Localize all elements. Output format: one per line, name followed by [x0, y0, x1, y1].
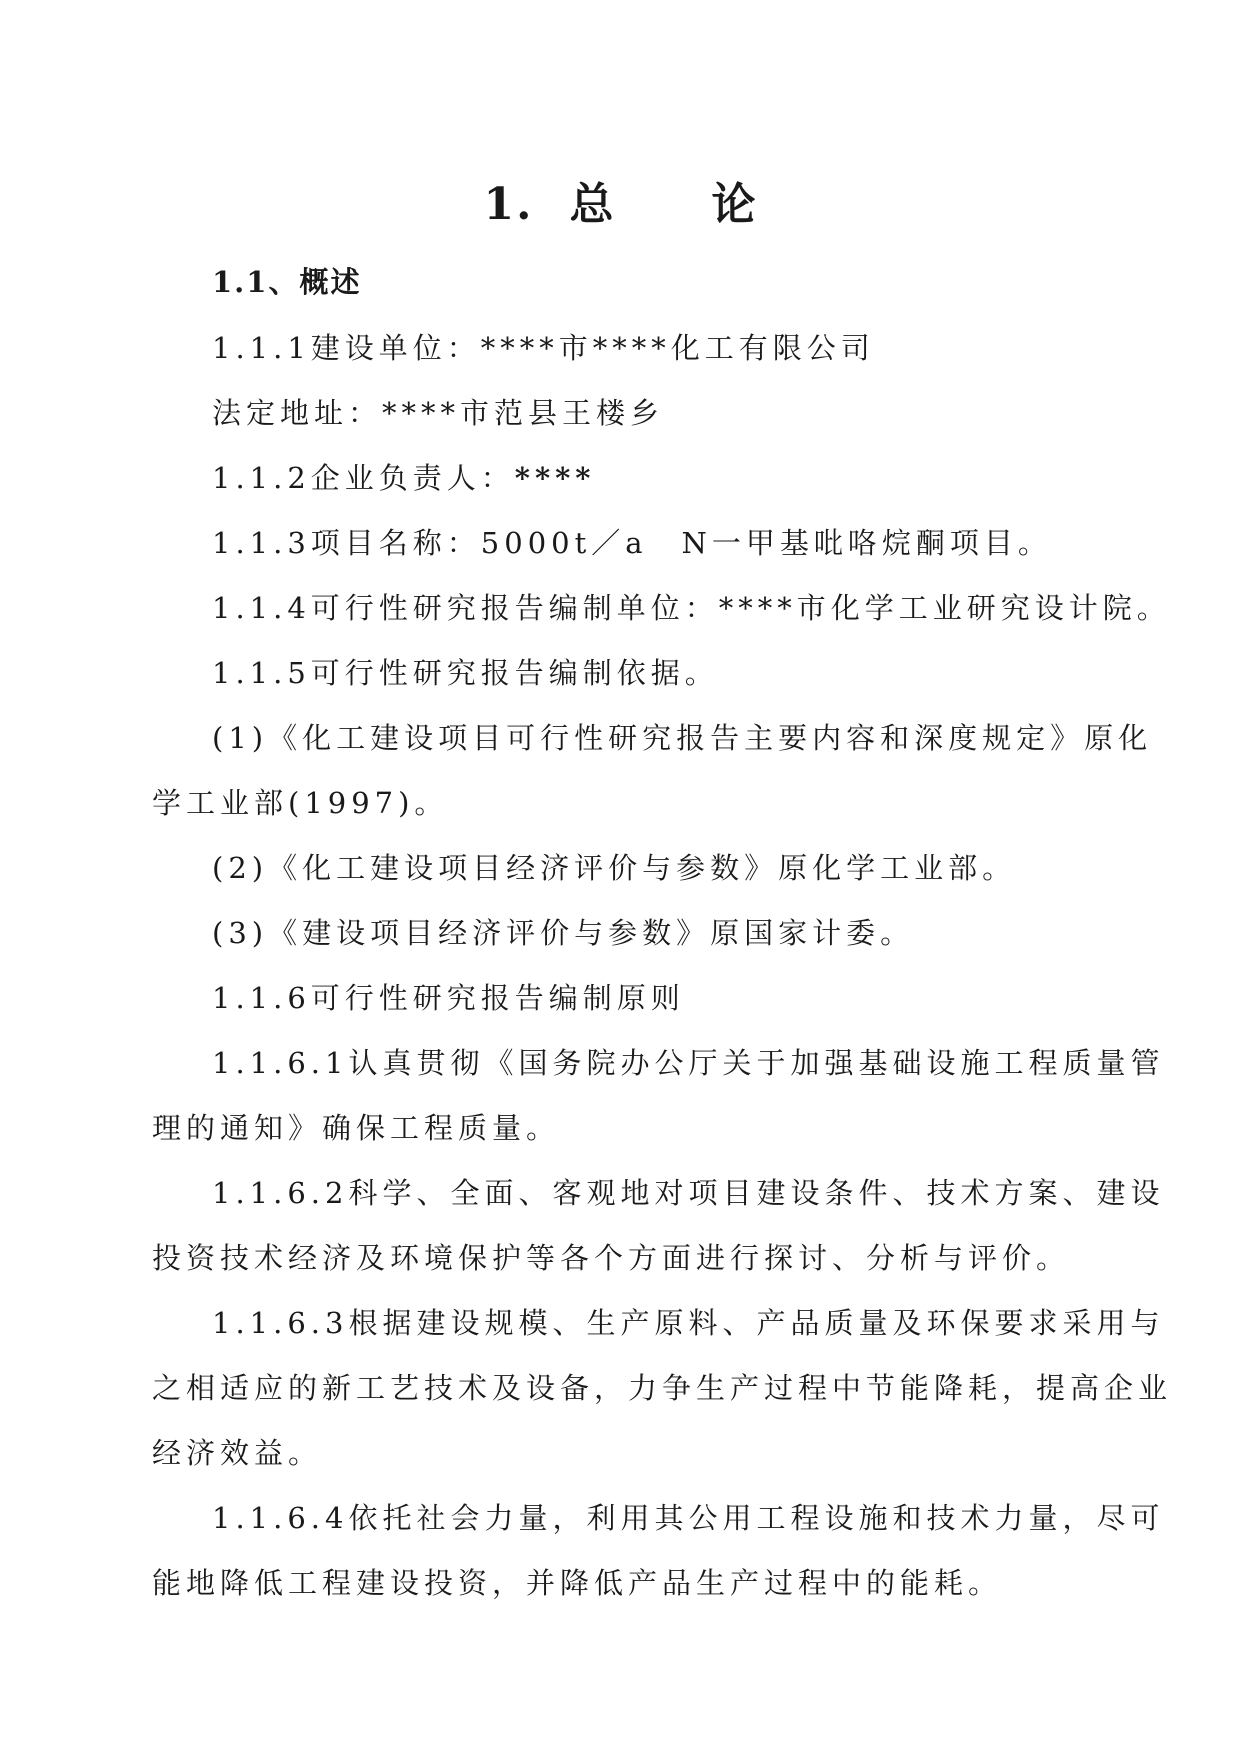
paragraph-line: 1.1.6.3根据建设规模、生产原料、产品质量及环保要求采用与	[212, 1306, 1165, 1340]
paragraph-line: 1.1.6.4依托社会力量，利用其公用工程设施和技术力量，尽可	[212, 1501, 1165, 1535]
paragraph-line: 投资技术经济及环境保护等各个方面进行探讨、分析与评价。	[152, 1241, 1071, 1275]
paragraph-line: 之相适应的新工艺技术及设备，力争生产过程中节能降耗，提高企业	[152, 1371, 1173, 1405]
paragraph-line: 1.1.6.2科学、全面、客观地对项目建设条件、技术方案、建设	[212, 1176, 1165, 1210]
paragraph-line: 1.1.6.1认真贯彻《国务院办公厅关于加强基础设施工程质量管	[212, 1046, 1165, 1080]
paragraph-line: (2)《化工建设项目经济评价与参数》原化学工业部。	[212, 851, 1017, 885]
paragraph-line: 学工业部(1997)。	[152, 786, 449, 820]
responsible-person-label: 1.1.2企业负责人：	[212, 461, 515, 495]
paragraph-line: 1.1.3项目名称：5000t／a N一甲基吡咯烷酮项目。	[212, 526, 1052, 560]
paragraph-line: 法定地址：****市范县王楼乡	[212, 396, 665, 430]
chapter-title-char-1: 总	[569, 179, 616, 230]
chapter-title-char-2: 论	[711, 179, 758, 230]
paragraph-line: (3)《建设项目经济评价与参数》原国家计委。	[212, 916, 915, 950]
paragraph-line: 能地降低工程建设投资，并降低产品生产过程中的能耗。	[152, 1566, 1003, 1600]
chapter-number: 1.	[483, 179, 534, 230]
paragraph-line: 1.1.5可行性研究报告编制依据。	[212, 656, 719, 690]
section-heading: 1.1、概述	[212, 265, 362, 299]
paragraph-line: 理的通知》确保工程质量。	[152, 1111, 561, 1145]
paragraph-line: 1.1.6可行性研究报告编制原则	[212, 981, 685, 1015]
responsible-person-value: ****	[514, 461, 596, 495]
paragraph-line: 1.1.1建设单位：****市****化工有限公司	[212, 331, 875, 365]
paragraph-line: 1.1.4可行性研究报告编制单位：****市化学工业研究设计院。	[212, 591, 1171, 625]
paragraph-line: (1)《化工建设项目可行性研究报告主要内容和深度规定》原化	[212, 721, 1153, 755]
paragraph-line: 经济效益。	[152, 1436, 323, 1470]
paragraph-line	[212, 458, 595, 498]
chapter-title	[0, 168, 1241, 232]
